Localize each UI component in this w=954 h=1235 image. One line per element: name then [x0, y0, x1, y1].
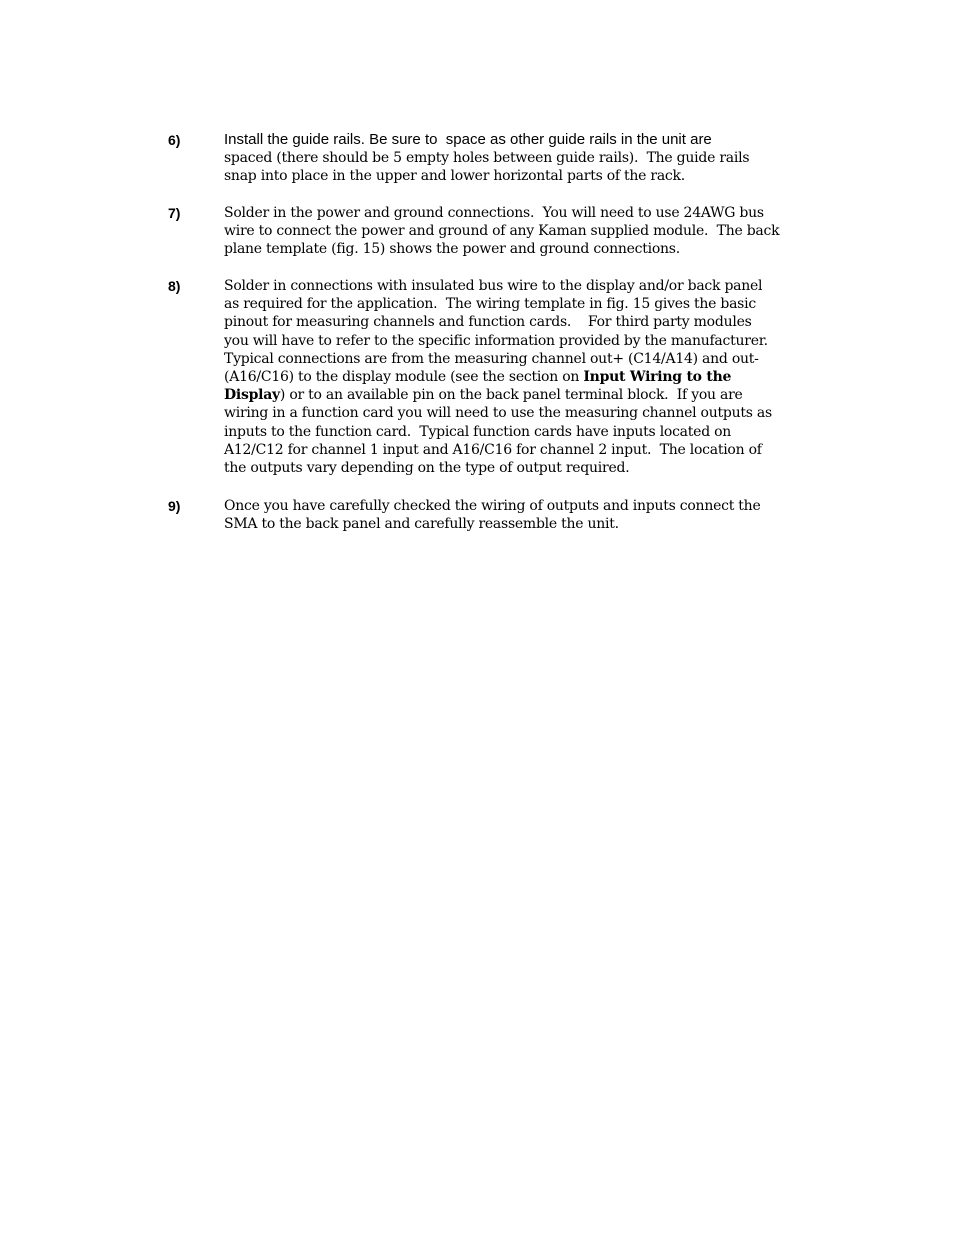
item-paragraph	[224, 131, 854, 186]
text-segment: spaced (there should be 5 empty holes between guide rails). The guide rails	[224, 150, 750, 167]
text-line	[224, 350, 854, 368]
text-line	[224, 332, 854, 350]
text-segment: Solder in connections with insulated bus wire to the display and/or back panel	[224, 278, 763, 294]
text-line	[224, 131, 854, 149]
item-number: 9)	[168, 498, 181, 514]
text-line	[224, 313, 854, 331]
text-line	[224, 368, 854, 386]
item-number: 7)	[168, 205, 181, 221]
text-line	[224, 423, 854, 441]
text-segment: (A16/C16) to the display module (see the section on	[224, 368, 584, 385]
text-line	[224, 386, 854, 404]
text-line	[224, 515, 854, 533]
item-number: 6)	[168, 132, 181, 148]
text-segment: Install the guide rails. Be sure to space as other guide rails in the unit are	[224, 131, 712, 148]
text-segment: wiring in a function card you will need to use the measuring channel outputs as	[224, 405, 772, 422]
text-line	[224, 222, 854, 240]
item-paragraph	[224, 497, 854, 533]
text-line	[224, 404, 854, 422]
text-segment: as required for the application. The wiring template in fig. 15 gives the basic	[224, 296, 756, 313]
text-segment: inputs to the function card. Typical function cards have inputs located on	[224, 423, 732, 440]
item-paragraph	[224, 277, 854, 477]
text-segment: Solder in the power and ground connections. You will need to use 24AWG bus	[224, 205, 764, 221]
item-number: 8)	[168, 278, 181, 294]
text-segment: snap into place in the upper and lower horizontal parts of the rack.	[224, 168, 685, 185]
text-line	[224, 497, 854, 515]
text-segment: plane template (fig. 15) shows the power and ground connections.	[224, 241, 680, 258]
text-line	[224, 149, 854, 167]
text-line	[224, 240, 854, 258]
text-segment: SMA to the back panel and carefully reassemble the unit.	[224, 516, 619, 533]
text-segment: the outputs vary depending on the type of output required.	[224, 459, 630, 476]
text-line	[224, 459, 854, 477]
text-line	[224, 204, 854, 222]
text-segment: A12/C12 for channel 1 input and A16/C16 for channel 2 input. The location of	[224, 441, 762, 458]
bold-text: Input Wiring to the	[583, 368, 732, 385]
text-line	[224, 441, 854, 459]
text-segment: Once you have carefully checked the wiring of outputs and inputs connect the	[224, 498, 761, 514]
text-segment: you will have to refer to the specific information provided by the manufacturer.	[224, 332, 768, 349]
text-line	[224, 295, 854, 313]
text-segment: ) or to an available pin on the back panel terminal block. If you are	[279, 387, 743, 404]
text-segment: pinout for measuring channels and function cards. For third party modules	[224, 314, 752, 331]
text-segment: Typical connections are from the measuring channel out+ (C14/A14) and out-	[224, 350, 759, 367]
text-segment: wire to connect the power and ground of any Kaman supplied module. The back	[224, 223, 780, 240]
text-line	[224, 167, 854, 185]
bold-text: Display	[224, 387, 280, 404]
item-paragraph	[224, 204, 854, 259]
text-line	[224, 277, 854, 295]
